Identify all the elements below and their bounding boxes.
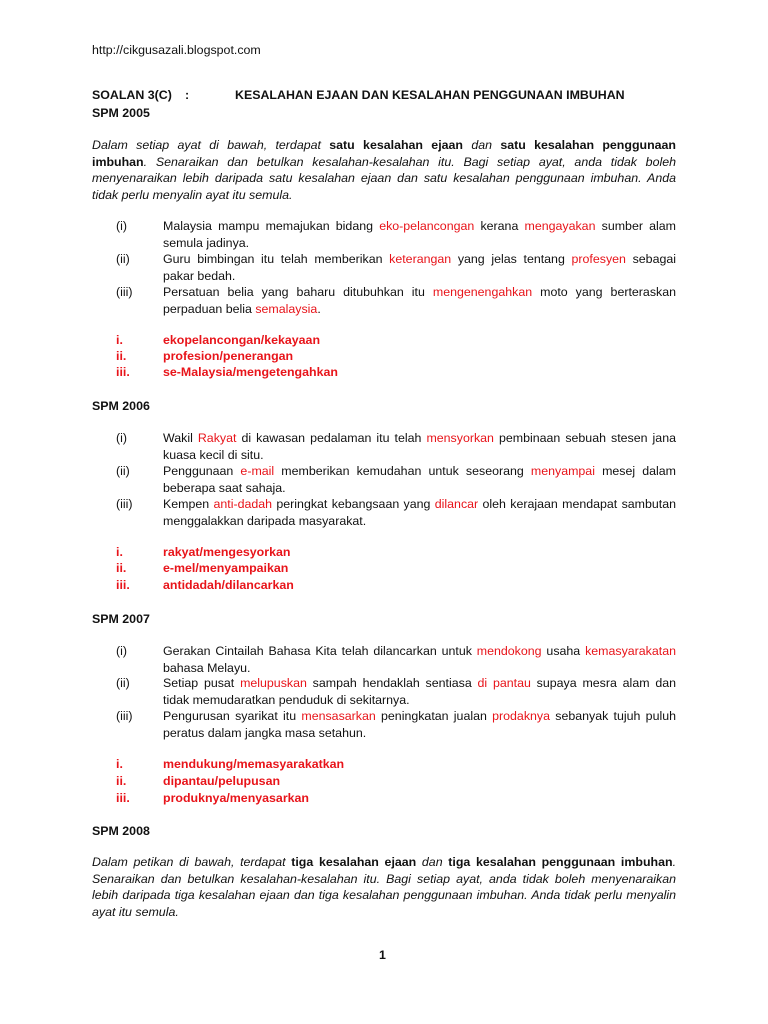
- error-word: semalaysia: [255, 301, 318, 316]
- question-label: SOALAN 3(C): [92, 88, 172, 102]
- question-item: (i) Gerakan Cintailah Bahasa Kita telah dilancarkan untuk mendokong usaha kemasyarakatan bahasa Melayu.: [116, 644, 676, 675]
- error-word: mengayakan: [524, 219, 596, 233]
- answer-item: iii. antidadah/dilancarkan: [116, 578, 294, 592]
- title-colon: :: [185, 88, 190, 102]
- section-year-2006: SPM 2006: [92, 399, 150, 413]
- source-url: http://cikgusazali.blogspot.com: [92, 43, 261, 57]
- answer-item: ii. e-mel/menyampaikan: [116, 561, 289, 575]
- question-item: (iii) Persatuan belia yang baharu ditubuhkan itu mengenengahkan moto yang berteraskan perpaduan belia semalaysia.: [116, 285, 676, 316]
- error-word: profesyen: [571, 252, 626, 266]
- error-word: menyampai: [530, 464, 595, 478]
- answer-item: i. rakyat/mengesyorkan: [116, 545, 291, 559]
- error-word: di pantau: [477, 676, 531, 690]
- instructions-2005: Dalam setiap ayat di bawah, terdapat satu kesalahan ejaan dan satu kesalahan penggunaan imbuhan. Senaraikan dan betulkan kesalahan-kesalahan itu. Bagi setiap ayat, anda tidak boleh menyenaraikan lebih daripada satu kesalahan ejaan dan satu kesalahan penggunaan imbuhan. Anda tidak perlu menyalin ayat itu semula.: [92, 138, 677, 202]
- answer-item: ii. profesion/penerangan: [116, 349, 294, 363]
- error-word: mengenengahkan: [432, 285, 533, 299]
- error-word: mensasarkan: [301, 709, 376, 723]
- question-item: (iii) Kempen anti-dadah peringkat kebangsaan yang dilancar oleh kerajaan mendapat sambutan menggalakkan daripada masyarakat.: [116, 497, 676, 528]
- question-item: (ii) Guru bimbingan itu telah memberikan keterangan yang jelas tentang profesyen sebagai pakar bedah.: [116, 252, 677, 283]
- question-item: (iii) Pengurusan syarikat itu mensasarkan peningkatan jualan prodaknya sebanyak tujuh puluh peratus dalam jangka masa setahun.: [116, 709, 676, 740]
- error-word: keterangan: [389, 252, 452, 266]
- instructions-2008: Dalam petikan di bawah, terdapat tiga kesalahan ejaan dan tiga kesalahan penggunaan imbuhan. Senaraikan dan betulkan kesalahan-kesalahan itu. Bagi setiap ayat, anda tidak boleh menyenaraikan lebih daripada tiga kesalahan ejaan dan tiga kesalahan penggunaan imbuhan. Anda tidak perlu menyalin ayat itu semula.: [92, 855, 677, 919]
- section-year-2008: SPM 2008: [92, 824, 150, 838]
- error-word: e-mail: [240, 464, 275, 478]
- error-word: dilancar: [434, 497, 479, 511]
- question-heading: KESALAHAN EJAAN DAN KESALAHAN PENGGUNAAN IMBUHAN: [235, 88, 625, 102]
- answer-item: i. mendukung/memasyarakatkan: [116, 757, 345, 771]
- error-word: eko-pelancongan: [379, 219, 475, 233]
- error-word: melupuskan: [240, 676, 307, 690]
- error-word: Rakyat: [197, 431, 237, 445]
- page-number: 1: [379, 948, 386, 962]
- error-word: prodaknya: [492, 709, 550, 723]
- answer-item: iii. produknya/menyasarkan: [116, 791, 309, 805]
- answer-item: ii. dipantau/pelupusan: [116, 774, 281, 788]
- error-word: mendokong: [476, 644, 542, 658]
- question-item: (ii) Penggunaan e-mail memberikan kemudahan untuk seseorang menyampai mesej dalam beberapa saat sahaja.: [116, 464, 677, 495]
- question-item: (i) Wakil Rakyat di kawasan pedalaman itu telah mensyorkan pembinaan sebuah stesen jana kuasa kecil di situ.: [116, 431, 676, 462]
- error-word: mensyorkan: [426, 431, 494, 445]
- question-item: (i) Malaysia mampu memajukan bidang eko-pelancongan kerana mengayakan sumber alam semula jadinya.: [116, 219, 676, 250]
- answer-item: i. ekopelancongan/kekayaan: [116, 333, 321, 347]
- section-year-2005: SPM 2005: [92, 106, 150, 120]
- question-item: (ii) Setiap pusat melupuskan sampah hendaklah sentiasa di pantau supaya mesra alam dan tidak memudaratkan penduduk di sekitarnya.: [116, 676, 677, 707]
- answer-item: iii. se-Malaysia/mengetengahkan: [116, 365, 338, 379]
- error-word: anti-dadah: [213, 497, 273, 511]
- error-word: kemasyarakatan: [585, 644, 676, 658]
- section-year-2007: SPM 2007: [92, 612, 150, 626]
